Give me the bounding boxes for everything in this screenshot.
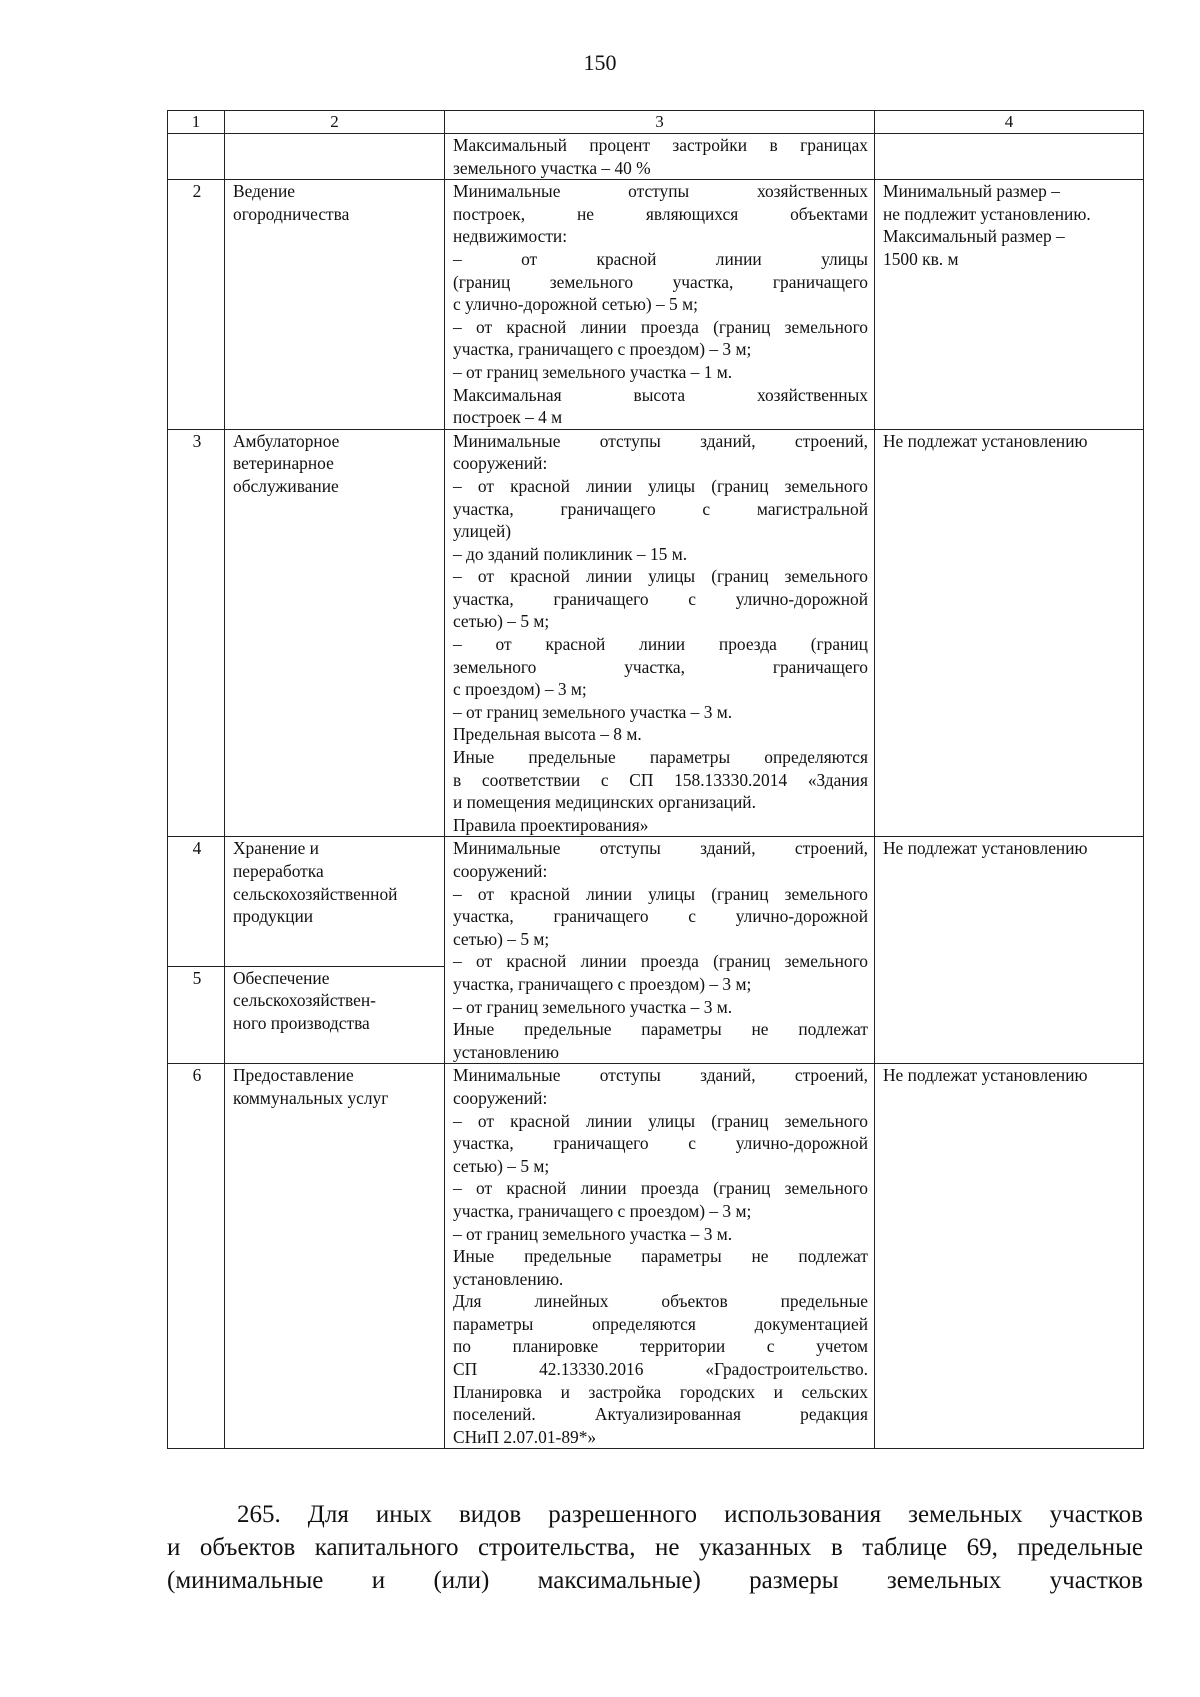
parameters-line: построек, не являющихся объектами bbox=[453, 203, 868, 224]
continuation-line: Максимальный процент застройки в границах bbox=[453, 135, 868, 155]
use-type-line: Ведение bbox=[233, 181, 295, 202]
parameters-line: Иные предельные параметры не подлежат bbox=[453, 1246, 868, 1267]
parameters-line: – от границ земельного участка – 3 м. bbox=[453, 996, 733, 1017]
plot-size-line: Минимальный размер – bbox=[883, 181, 1060, 202]
use-type-line: коммунальных услуг bbox=[233, 1087, 389, 1108]
header-cell-3: 3 bbox=[445, 111, 875, 134]
plot-size-line: Не подлежат установлению bbox=[883, 1065, 1088, 1086]
parameters-line: – от границ земельного участка – 1 м. bbox=[453, 361, 733, 382]
parameters-line: установлению. bbox=[453, 1268, 564, 1289]
continuation-row bbox=[168, 134, 1144, 180]
use-type-line: сельскохозяйствен- bbox=[233, 990, 376, 1011]
paragraph-line-2: и объектов капитального строительства, не указанных в таблице 69, предельные bbox=[167, 1534, 1143, 1561]
plot-size-line: Максимальный размер – bbox=[883, 226, 1065, 247]
parameters-line: сооружений: bbox=[453, 453, 548, 474]
parameters-line: – от границ земельного участка – 3 м. bbox=[453, 1223, 733, 1244]
plot-size-cell bbox=[875, 180, 1144, 430]
parameters-line: участка, граничащего с проездом) – 3 м; bbox=[453, 973, 752, 994]
plot-size-line: не подлежит установлению. bbox=[883, 203, 1091, 224]
parameters-line: – от красной линии проезда (границ земельного bbox=[453, 951, 868, 972]
plot-size-line: Не подлежат установлению bbox=[883, 430, 1088, 451]
parameters-cell bbox=[445, 180, 875, 430]
parameters-line: Минимальные отступы зданий, строений, bbox=[453, 1065, 868, 1086]
row-number-cell: 5 bbox=[168, 966, 225, 1063]
parameters-line: участка, граничащего с проездом) – 3 м; bbox=[453, 1200, 752, 1221]
parameters-line: СНиП 2.07.01-89*» bbox=[453, 1426, 597, 1447]
continuation-line: земельного участка – 40 % bbox=[453, 157, 651, 178]
parameters-line: Предельная высота – 8 м. bbox=[453, 724, 642, 745]
row-number-cell: 2 bbox=[168, 180, 225, 430]
parameters-line: (границ земельного участка, граничащего bbox=[453, 271, 868, 292]
parameters-line: СП 42.13330.2016 «Градостроительство. bbox=[453, 1359, 868, 1380]
parameters-line: Планировка и застройка городских и сельских bbox=[453, 1381, 868, 1402]
plot-size-cell bbox=[875, 429, 1144, 837]
row-number-cell: 6 bbox=[168, 1064, 225, 1449]
parameters-line: земельного участка, граничащего bbox=[453, 656, 868, 677]
paragraph-line-3: (минимальные и (или) максимальные) размеры земельных участков bbox=[167, 1567, 1143, 1594]
parameters-cell bbox=[445, 837, 875, 1064]
parameters-line: установлению bbox=[453, 1041, 559, 1062]
parameters-line: – от красной линии улицы bbox=[453, 248, 868, 269]
parameters-line: Иные предельные параметры определяются bbox=[453, 747, 868, 768]
parameters-line: сетью) – 5 м; bbox=[453, 1155, 550, 1176]
parameters-line: Минимальные отступы зданий, строений, bbox=[453, 838, 868, 859]
continuation-params-cell bbox=[445, 134, 875, 180]
header-cell-1: 1 bbox=[168, 111, 225, 134]
table-row bbox=[168, 180, 1144, 430]
use-type-line: обслуживание bbox=[233, 475, 339, 496]
use-type-line: огородничества bbox=[233, 203, 350, 224]
parameters-line: параметры определяются документацией bbox=[453, 1313, 868, 1334]
use-type-line: Предоставление bbox=[233, 1065, 354, 1086]
parameters-line: сооружений: bbox=[453, 1087, 548, 1108]
use-type-line: ветеринарное bbox=[233, 453, 334, 474]
parameters-line: – от красной линии улицы (границ земельного bbox=[453, 1110, 868, 1131]
parameters-cell bbox=[445, 1064, 875, 1449]
parameters-line: Минимальные отступы хозяйственных bbox=[453, 181, 868, 202]
paragraph-line-1: 265. Для иных видов разрешенного использования земельных участков bbox=[237, 1501, 1143, 1528]
use-type-cell bbox=[225, 1064, 445, 1449]
plot-size-cell bbox=[875, 837, 1144, 1064]
parameters-line: Минимальные отступы зданий, строений, bbox=[453, 430, 868, 451]
row-number-cell: 3 bbox=[168, 429, 225, 837]
plot-size-cell bbox=[875, 1064, 1144, 1449]
parameters-line: – от красной линии проезда (границ bbox=[453, 634, 868, 655]
parameters-line: – от красной линии проезда (границ земельного bbox=[453, 1178, 868, 1199]
use-type-line: сельскохозяйственной bbox=[233, 883, 398, 904]
use-type-cell bbox=[225, 429, 445, 837]
parameters-line: – от красной линии улицы (границ земельного bbox=[453, 566, 868, 587]
parameters-line: поселений. Актуализированная редакция bbox=[453, 1404, 868, 1425]
parameters-line: участка, граничащего с улично-дорожной bbox=[453, 1133, 868, 1154]
use-type-cell bbox=[225, 180, 445, 430]
use-type-cell bbox=[225, 966, 445, 1063]
continuation-name-cell bbox=[225, 134, 445, 180]
table-row bbox=[168, 1064, 1144, 1449]
use-type-line: переработка bbox=[233, 861, 324, 881]
table-row bbox=[168, 837, 1144, 966]
parameters-line: – до зданий поликлиник – 15 м. bbox=[453, 543, 688, 564]
use-type-line: Амбулаторное bbox=[233, 430, 340, 451]
parameters-line: и помещения медицинских организаций. bbox=[453, 792, 756, 813]
parameters-line: участка, граничащего с магистральной bbox=[453, 498, 868, 519]
parameters-line: недвижимости: bbox=[453, 226, 568, 247]
use-type-cell bbox=[225, 837, 445, 966]
parameters-line: построек – 4 м bbox=[453, 407, 563, 428]
parameters-line: участка, граничащего с улично-дорожной bbox=[453, 588, 868, 609]
parameters-line: Иные предельные параметры не подлежат bbox=[453, 1019, 868, 1040]
use-type-line: Хранение и bbox=[233, 838, 319, 859]
parameters-line: Для линейных объектов предельные bbox=[453, 1291, 868, 1312]
continuation-num-cell bbox=[168, 134, 225, 180]
plot-size-line: 1500 кв. м bbox=[883, 248, 959, 269]
parameters-line: сетью) – 5 м; bbox=[453, 928, 550, 949]
table-header-row bbox=[168, 111, 1144, 134]
parameters-line: – от красной линии улицы (границ земельного bbox=[453, 883, 868, 904]
parameters-line: с улично-дорожной сетью) – 5 м; bbox=[453, 294, 698, 315]
header-cell-4: 4 bbox=[875, 111, 1144, 134]
header-cell-2: 2 bbox=[225, 111, 445, 134]
parameters-line: Правила проектирования» bbox=[453, 814, 649, 835]
parameters-line: сооружений: bbox=[453, 861, 548, 881]
table-row bbox=[168, 429, 1144, 837]
use-type-line: Обеспечение bbox=[233, 967, 330, 988]
parameters-cell bbox=[445, 429, 875, 837]
parameters-line: – от красной линии улицы (границ земельного bbox=[453, 475, 868, 496]
parameters-line: в соответствии с СП 158.13330.2014 «Здания bbox=[453, 769, 868, 790]
parameters-line: с проездом) – 3 м; bbox=[453, 679, 587, 700]
parameters-line: по планировке территории с учетом bbox=[453, 1336, 868, 1357]
paragraph-265 bbox=[167, 1498, 1143, 1597]
use-type-line: продукции bbox=[233, 906, 314, 927]
plot-size-line: Не подлежат установлению bbox=[883, 838, 1088, 859]
use-type-line: ного производства bbox=[233, 1013, 370, 1034]
parameters-line: – от границ земельного участка – 3 м. bbox=[453, 701, 733, 722]
continuation-size-cell bbox=[875, 134, 1144, 180]
parameters-table bbox=[167, 110, 1144, 1449]
parameters-line: сетью) – 5 м; bbox=[453, 611, 550, 632]
row-number-cell: 4 bbox=[168, 837, 225, 966]
parameters-line: – от красной линии проезда (границ земельного bbox=[453, 316, 868, 337]
parameters-line: участка, граничащего с улично-дорожной bbox=[453, 906, 868, 927]
parameters-line: улицей) bbox=[453, 521, 512, 542]
parameters-line: участка, граничащего с проездом) – 3 м; bbox=[453, 339, 752, 360]
table-body bbox=[168, 111, 1144, 1449]
page-number: 150 bbox=[583, 50, 617, 75]
parameters-line: Максимальная высота хозяйственных bbox=[453, 384, 868, 405]
